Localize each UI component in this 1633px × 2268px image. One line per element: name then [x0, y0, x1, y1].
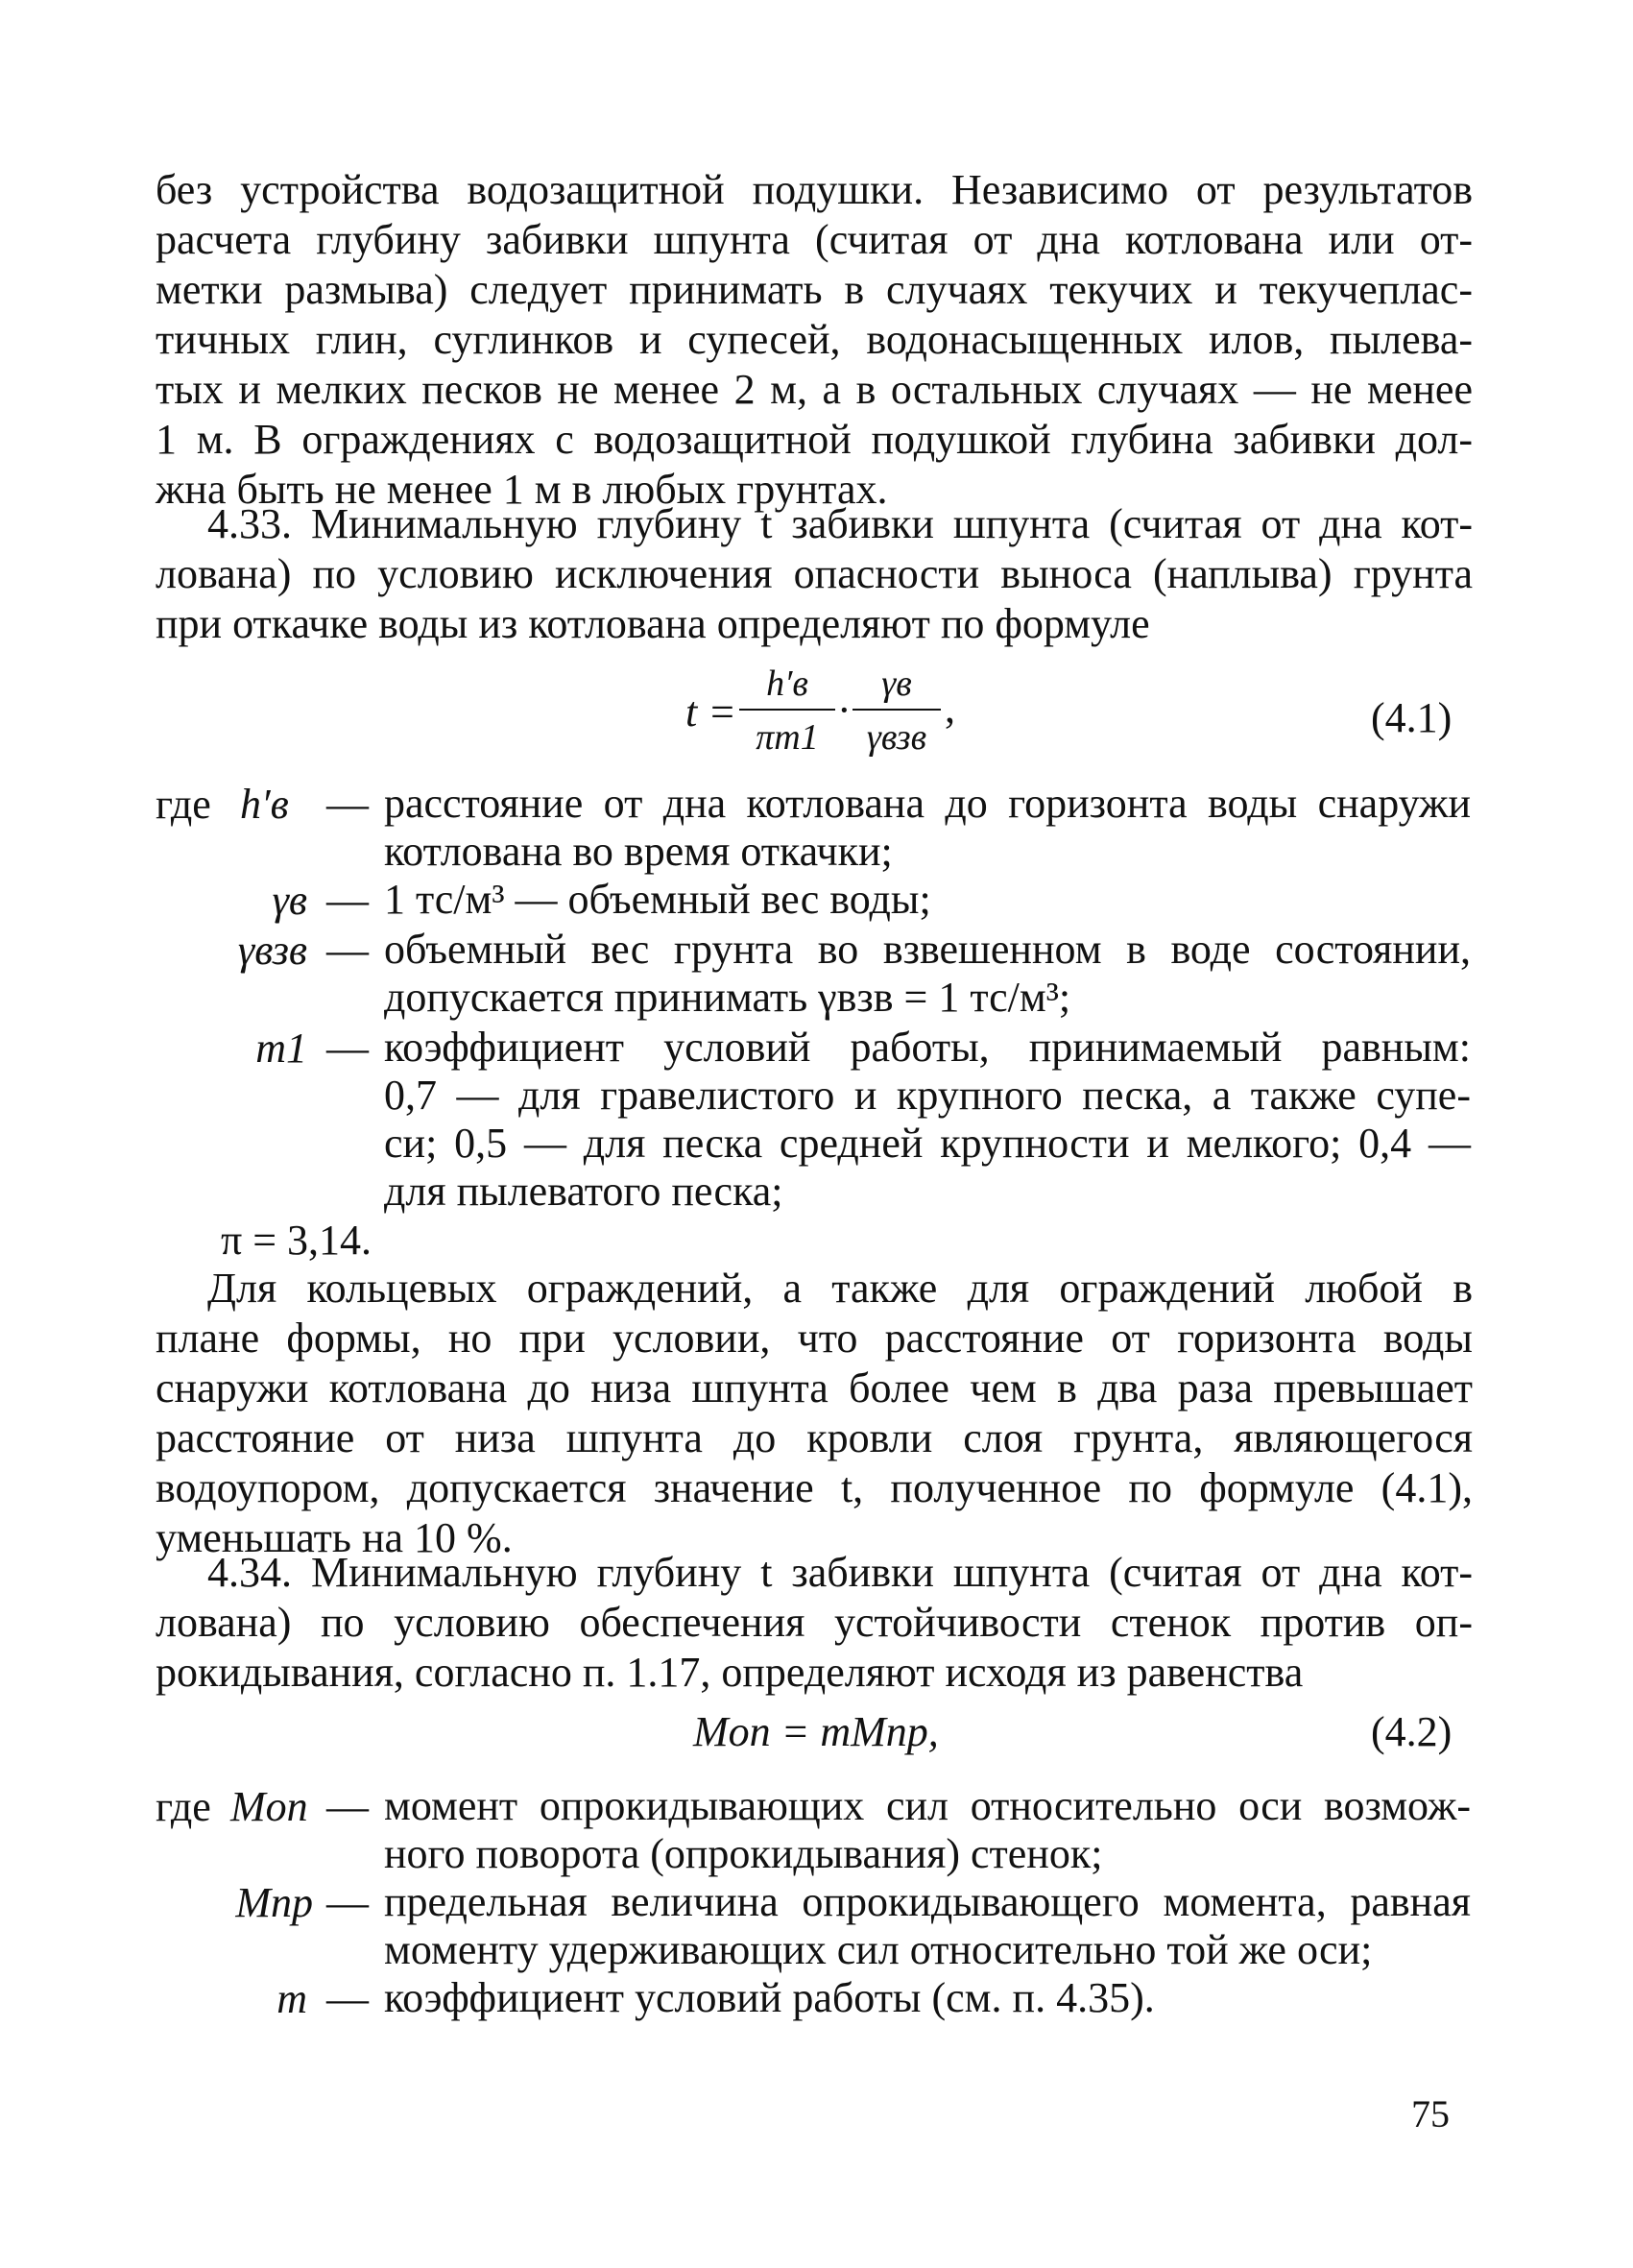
- definition-symbol: γв: [272, 877, 307, 924]
- text-line: водоупором, допускается значение t, полученное по формуле (4.1),: [156, 1464, 1473, 1511]
- text-line: 0,7 — для гравелистого и крупного песка, а также супе-: [384, 1072, 1471, 1119]
- definition-symbol: h′в: [240, 781, 289, 828]
- fraction-numerator: h′в: [766, 664, 808, 704]
- definition-dash: —: [326, 927, 369, 974]
- definition-symbol: γвзв: [237, 927, 307, 974]
- paragraph-intro: [156, 165, 1473, 515]
- fraction-bar: [739, 709, 835, 711]
- definition-symbol: Mоп: [230, 1783, 308, 1830]
- definition-text: [384, 1878, 1471, 1974]
- equation-number: (4.1): [1371, 694, 1453, 741]
- text-line: метки размыва) следует принимать в случаях текучих и текучеплас-: [156, 266, 1473, 313]
- text-line: коэффициент условий работы (см. п. 4.35).: [384, 1974, 1155, 2021]
- text-line: Для кольцевых ограждений, а также для ограждений любой в: [207, 1265, 1473, 1312]
- definition-symbol: Mпр: [235, 1879, 313, 1926]
- definition-text: [384, 876, 1471, 924]
- definition-dash: —: [326, 1879, 369, 1926]
- fraction-denominator: πm1: [756, 717, 819, 758]
- fraction-numerator: γв: [881, 664, 912, 704]
- text-line: си; 0,5 — для песка средней крупности и мелкого; 0,4 —: [384, 1120, 1471, 1167]
- text-line: 1 тс/м³ — объемный вес воды;: [384, 876, 931, 923]
- text-line: тичных глин, суглинков и супесей, водонасыщенных илов, пылева-: [156, 316, 1473, 363]
- text-line: момент опрокидывающих сил относительно оси возмож-: [384, 1782, 1471, 1829]
- formula-expression: Mоп = mMпр,: [693, 1708, 939, 1755]
- paragraph-ring-enclosures: [156, 1264, 1473, 1563]
- text-line: ного поворота (опрокидывания) стенок;: [384, 1830, 1103, 1877]
- text-line: моменту удерживающих сил относительно той же оси;: [384, 1926, 1373, 1973]
- definition-dash: —: [326, 877, 369, 924]
- text-line: объемный вес грунта во взвешенном в воде состоянии,: [384, 926, 1471, 973]
- text-line: жна быть не менее 1 м в любых грунтах.: [156, 466, 888, 513]
- multiplication-dot: ·: [837, 687, 852, 734]
- definition-text: [384, 1782, 1471, 1878]
- section-4-34: [156, 1548, 1473, 1698]
- text-line: уменьшать на 10 %.: [156, 1514, 513, 1561]
- fraction-bar: [853, 709, 941, 711]
- text-line: расстояние от дна котлована до горизонта воды снаружи: [384, 780, 1471, 827]
- text-line: без устройства водозащитной подушки. Независимо от результатов: [156, 166, 1473, 213]
- text-line: для пылеватого песка;: [384, 1168, 783, 1215]
- where-word: где: [156, 781, 211, 828]
- definition-dash: —: [326, 781, 369, 828]
- page-number: 75: [1411, 2092, 1450, 2135]
- where-word: где: [156, 1783, 211, 1830]
- text-line: коэффициент условий работы, принимаемый равным:: [384, 1024, 1471, 1071]
- text-line: лована) по условию исключения опасности выноса (наплыва) грунта: [156, 550, 1473, 597]
- definition-dash: —: [326, 1025, 369, 1072]
- text-line: расчета глубину забивки шпунта (считая от дна котлована или от-: [156, 216, 1473, 263]
- text-line: допускается принимать γвзв = 1 тс/м³;: [384, 974, 1071, 1021]
- fraction-denominator: γвзв: [866, 717, 927, 758]
- definition-text: [384, 1024, 1471, 1216]
- text-line: 1 м. В ограждениях с водозащитной подушкой глубина забивки дол-: [156, 416, 1473, 463]
- text-line: 4.33. Минимальную глубину t забивки шпунта (считая от дна кот-: [207, 500, 1473, 547]
- text-line: предельная величина опрокидывающего момента, равная: [384, 1878, 1471, 1925]
- text-line: лована) по условию обеспечения устойчивости стенок против оп-: [156, 1599, 1473, 1646]
- definition-text: [384, 780, 1471, 876]
- definition-text: [384, 1974, 1471, 2022]
- definition-dash: —: [326, 1783, 369, 1830]
- text-line: котлована во время откачки;: [384, 828, 893, 875]
- text-line: рокидывания, согласно п. 1.17, определяют исходя из равенства: [156, 1649, 1304, 1696]
- formula-lhs: t =: [685, 688, 736, 736]
- text-line: плане формы, но при условии, что расстояние от горизонта воды: [156, 1315, 1473, 1362]
- text-line: расстояние от низа шпунта до кровли слоя грунта, являющегося: [156, 1414, 1473, 1461]
- section-4-33: [156, 499, 1473, 649]
- text-line: 4.34. Минимальную глубину t забивки шпунта (считая от дна кот-: [207, 1549, 1473, 1596]
- pi-value: π = 3,14.: [221, 1217, 372, 1264]
- definition-symbol: m: [276, 1975, 307, 2022]
- definition-text: [384, 926, 1471, 1022]
- definition-dash: —: [326, 1975, 369, 2022]
- text-line: снаружи котлована до низа шпунта более чем в два раза превышает: [156, 1364, 1473, 1411]
- text-line: тых и мелких песков не менее 2 м, а в остальных случаях — не менее: [156, 366, 1473, 413]
- text-line: при откачке воды из котлована определяют по формуле: [156, 600, 1150, 647]
- definition-symbol: m1: [255, 1025, 307, 1072]
- formula-comma: ,: [945, 685, 955, 732]
- equation-number: (4.2): [1371, 1708, 1453, 1755]
